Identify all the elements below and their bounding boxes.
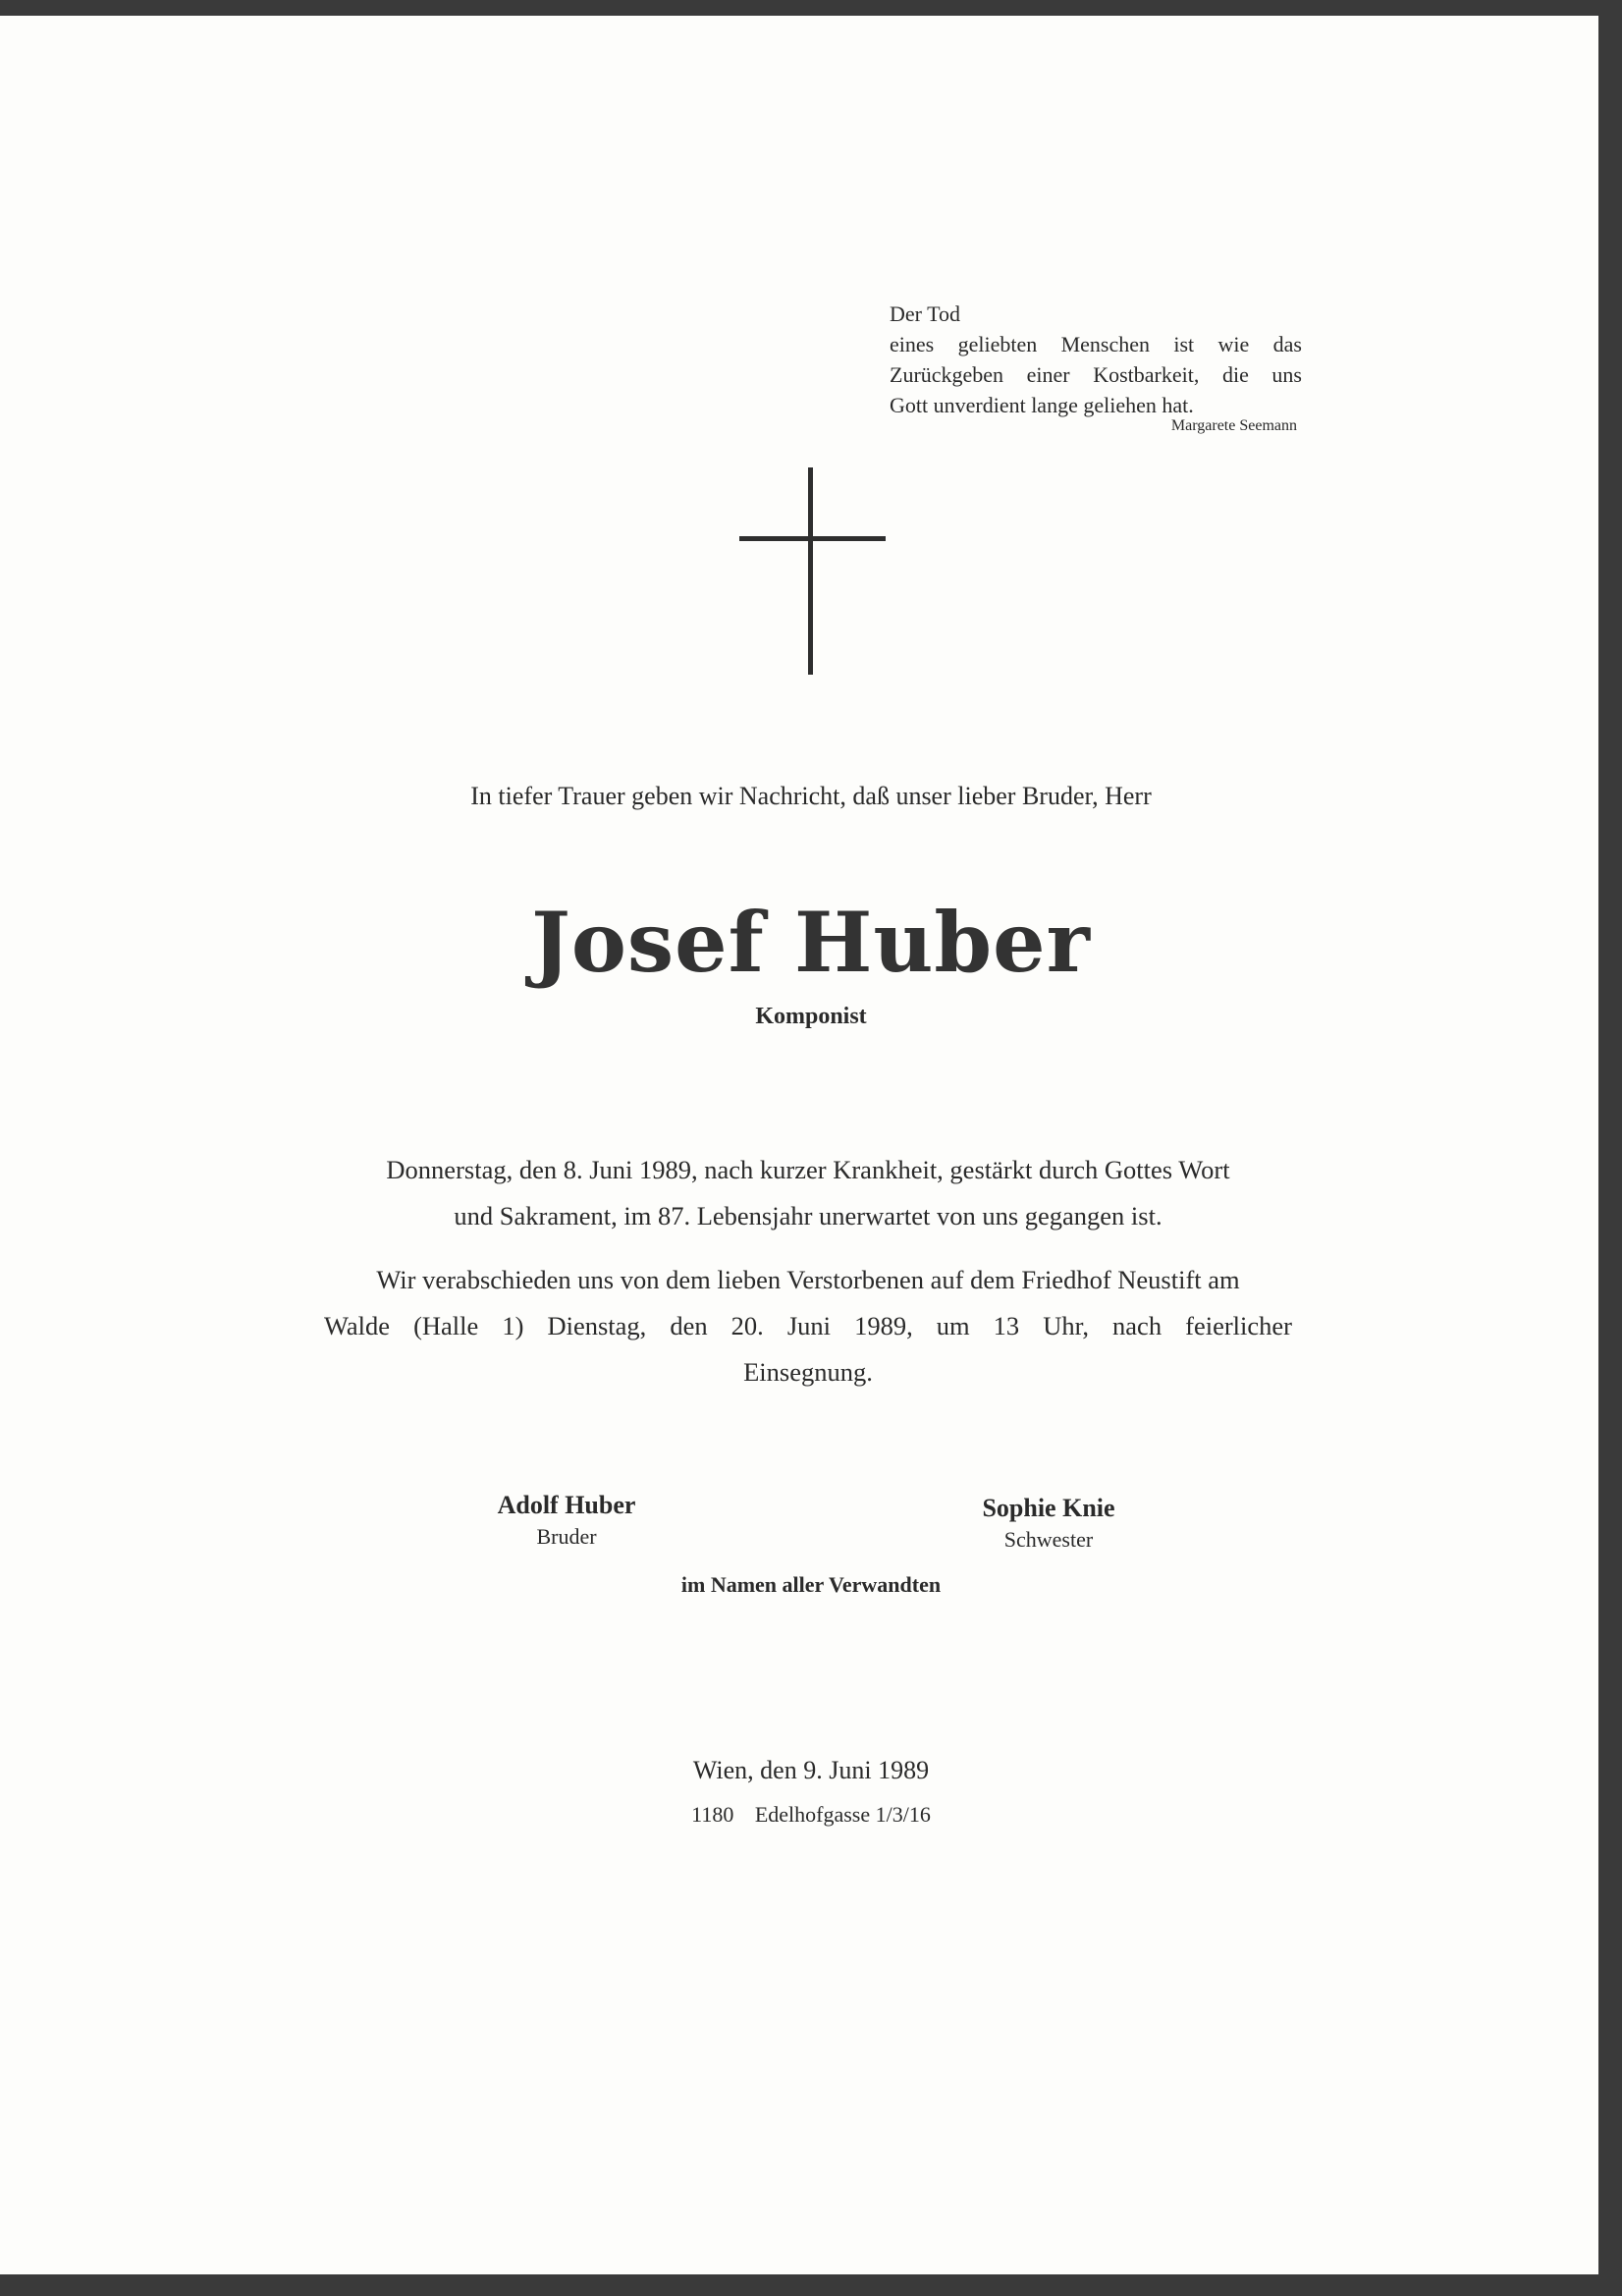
cross-icon-bar — [739, 536, 886, 541]
quote-line: Gott unverdient lange geliehen hat. — [890, 393, 1194, 417]
paragraph-line: und Sakrament, im 87. Lebensjahr unerwartet von uns gegangen ist. — [454, 1201, 1162, 1230]
quote-author: Margarete Seemann — [1170, 417, 1297, 434]
mourner-relation: Schwester — [1003, 1527, 1094, 1552]
paragraph-line: Einsegnung. — [743, 1357, 873, 1387]
deceased-name: Josef Huber — [531, 894, 1091, 991]
cross-icon — [808, 467, 813, 675]
quote-line: Der Tod — [890, 301, 960, 326]
address-postcode: 1180 — [691, 1802, 734, 1827]
paragraph-line: Walde (Halle 1) Dienstag, den 20. Juni 1989, um 13 Uhr, nach feierlicher — [324, 1311, 1292, 1340]
death-notice-paragraph — [324, 1147, 1292, 1239]
quote-line: eines geliebten Menschen ist wie das — [890, 332, 1302, 356]
mourner-name: Adolf Huber — [497, 1491, 636, 1519]
mourner-relation: Bruder — [536, 1524, 597, 1549]
intro-text: In tiefer Trauer geben wir Nachricht, daß unser lieber Bruder, Herr — [470, 782, 1152, 810]
mourner-signature — [409, 1489, 724, 1552]
quote-block — [890, 299, 1302, 420]
place-date: Wien, den 9. Juni 1989 — [692, 1756, 930, 1784]
paragraph-line: Donnerstag, den 8. Juni 1989, nach kurzer Krankheit, gestärkt durch Gottes Wort — [386, 1155, 1230, 1184]
address-street: Edelhofgasse 1/3/16 — [754, 1802, 931, 1827]
mourner-signature — [892, 1492, 1206, 1555]
relatives-note: im Namen aller Verwandten — [680, 1572, 942, 1597]
obituary-sheet — [0, 16, 1598, 2274]
address — [0, 1802, 1622, 1828]
mourner-name: Sophie Knie — [982, 1494, 1115, 1522]
paragraph-line: Wir verabschieden uns von dem lieben Verstorbenen auf dem Friedhof Neustift am — [376, 1265, 1240, 1294]
quote-line: Zurückgeben einer Kostbarkeit, die uns — [890, 362, 1302, 387]
funeral-paragraph — [324, 1257, 1292, 1395]
deceased-profession: Komponist — [755, 1004, 867, 1029]
